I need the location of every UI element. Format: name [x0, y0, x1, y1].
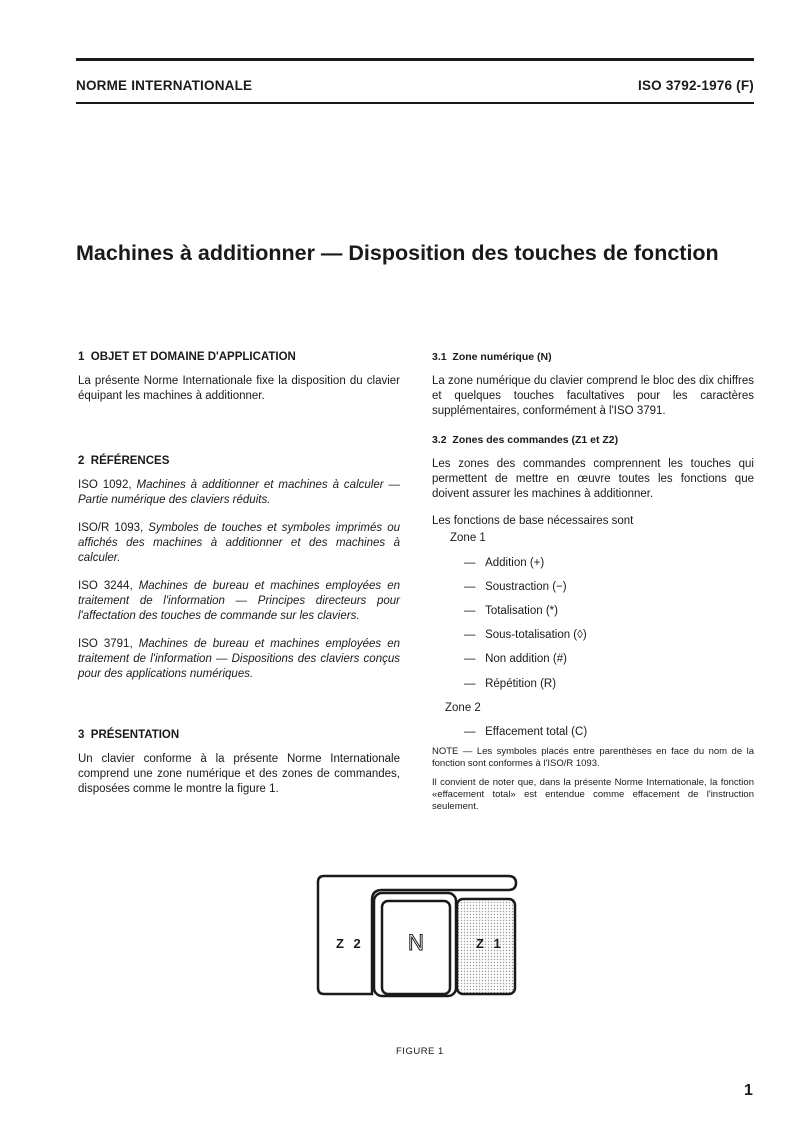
- list-dash: —: [464, 557, 476, 569]
- list-item: [464, 629, 587, 641]
- reference-title: Machines de bureau et machines employées en traitement de l'information — Dispositions des claviers conçus pour des applications numériques.: [78, 638, 400, 680]
- list-item: [464, 653, 567, 665]
- list-item: [464, 605, 558, 617]
- page-number: 1: [744, 1082, 753, 1099]
- list-dash: —: [464, 581, 476, 593]
- list-dash: —: [464, 605, 476, 617]
- section2-heading: 2 RÉFÉRENCES: [78, 455, 170, 467]
- function-label: Effacement total (C): [485, 726, 588, 738]
- note-text: NOTE — Les symboles placés entre parenthèses en face du nom de la fonction sont conformes à l'ISO/R 1093.: [432, 746, 754, 769]
- section32-intro: Les fonctions de base nécessaires sont: [432, 515, 634, 527]
- header-right: ISO 3792-1976 (F): [638, 78, 754, 93]
- list-item: [464, 726, 587, 738]
- right-column: [432, 350, 754, 529]
- reference-item: [78, 478, 400, 508]
- figure-caption: FIGURE 1: [396, 1046, 444, 1057]
- left-column: [78, 350, 400, 797]
- list-item: [464, 557, 544, 569]
- list-dash: —: [464, 678, 476, 690]
- keyboard-figure: [316, 874, 520, 998]
- reference-code: ISO 3244,: [78, 580, 139, 592]
- figure-label-z1: Z 1: [476, 936, 504, 951]
- list-dash: —: [464, 653, 476, 665]
- zone2-label: Zone 2: [445, 702, 481, 714]
- reference-item: [78, 521, 400, 566]
- reference-code: ISO/R 1093,: [78, 522, 149, 534]
- notes-block: [432, 746, 754, 813]
- top-rule: [76, 58, 754, 61]
- section32-body: Les zones des commandes comprennent les touches qui permettent de mettre en œuvre toutes les fonctions que doivent assurer les machines à additionner.: [432, 458, 754, 500]
- function-label: Totalisation (*): [485, 605, 558, 617]
- reference-title: Symboles de touches et symboles imprimés ou affichés des machines à additionner et des machines à calculer.: [78, 522, 400, 564]
- figure-label-n: N: [408, 930, 424, 955]
- list-dash: —: [464, 629, 476, 641]
- list-item: [464, 678, 556, 690]
- header-rule: [76, 102, 754, 104]
- figure-label-z2: Z 2: [336, 936, 364, 951]
- section3-body: Un clavier conforme à la présente Norme Internationale comprend une zone numérique et des zones de commandes, disposées comme le montre la figure 1.: [78, 753, 400, 795]
- reference-item: [78, 637, 400, 682]
- note-text: Il convient de noter que, dans la présente Norme Internationale, la fonction «effacement total» est entendue comme effacement de l'instruction seulement.: [432, 777, 754, 812]
- header-left: NORME INTERNATIONALE: [76, 78, 253, 93]
- section31-heading: 3.1 Zone numérique (N): [432, 351, 552, 363]
- reference-code: ISO 1092,: [78, 479, 137, 491]
- reference-title: Machines de bureau et machines employées en traitement de l'information — Principes directeurs pour l'affectation des touches de commande sur les claviers.: [78, 580, 400, 622]
- reference-item: [78, 579, 400, 624]
- reference-code: ISO 3791,: [78, 638, 139, 650]
- section1-heading: 1 OBJET ET DOMAINE D'APPLICATION: [78, 351, 296, 363]
- section1-body: La présente Norme Internationale fixe la disposition du clavier équipant les machines à additionner.: [78, 375, 400, 402]
- function-label: Addition (+): [485, 557, 545, 569]
- list-dash: —: [464, 726, 476, 738]
- zone1-label: Zone 1: [450, 532, 486, 544]
- list-item: [464, 581, 567, 593]
- section3-heading: 3 PRÉSENTATION: [78, 729, 180, 741]
- reference-title: Machines à additionner et machines à calculer — Partie numérique des claviers réduits.: [78, 479, 401, 506]
- function-label: Sous-totalisation (◊): [485, 629, 587, 641]
- section31-body: La zone numérique du clavier comprend le bloc des dix chiffres et quelques touches facultatives pour les caractères supplémentaires, conformément à l'ISO 3791.: [432, 375, 754, 417]
- document-title: Machines à additionner — Disposition des touches de fonction: [76, 241, 719, 265]
- function-label: Répétition (R): [485, 678, 557, 690]
- function-label: Soustraction (−): [485, 581, 567, 593]
- section32-heading: 3.2 Zones des commandes (Z1 et Z2): [432, 434, 619, 446]
- function-label: Non addition (#): [485, 653, 567, 665]
